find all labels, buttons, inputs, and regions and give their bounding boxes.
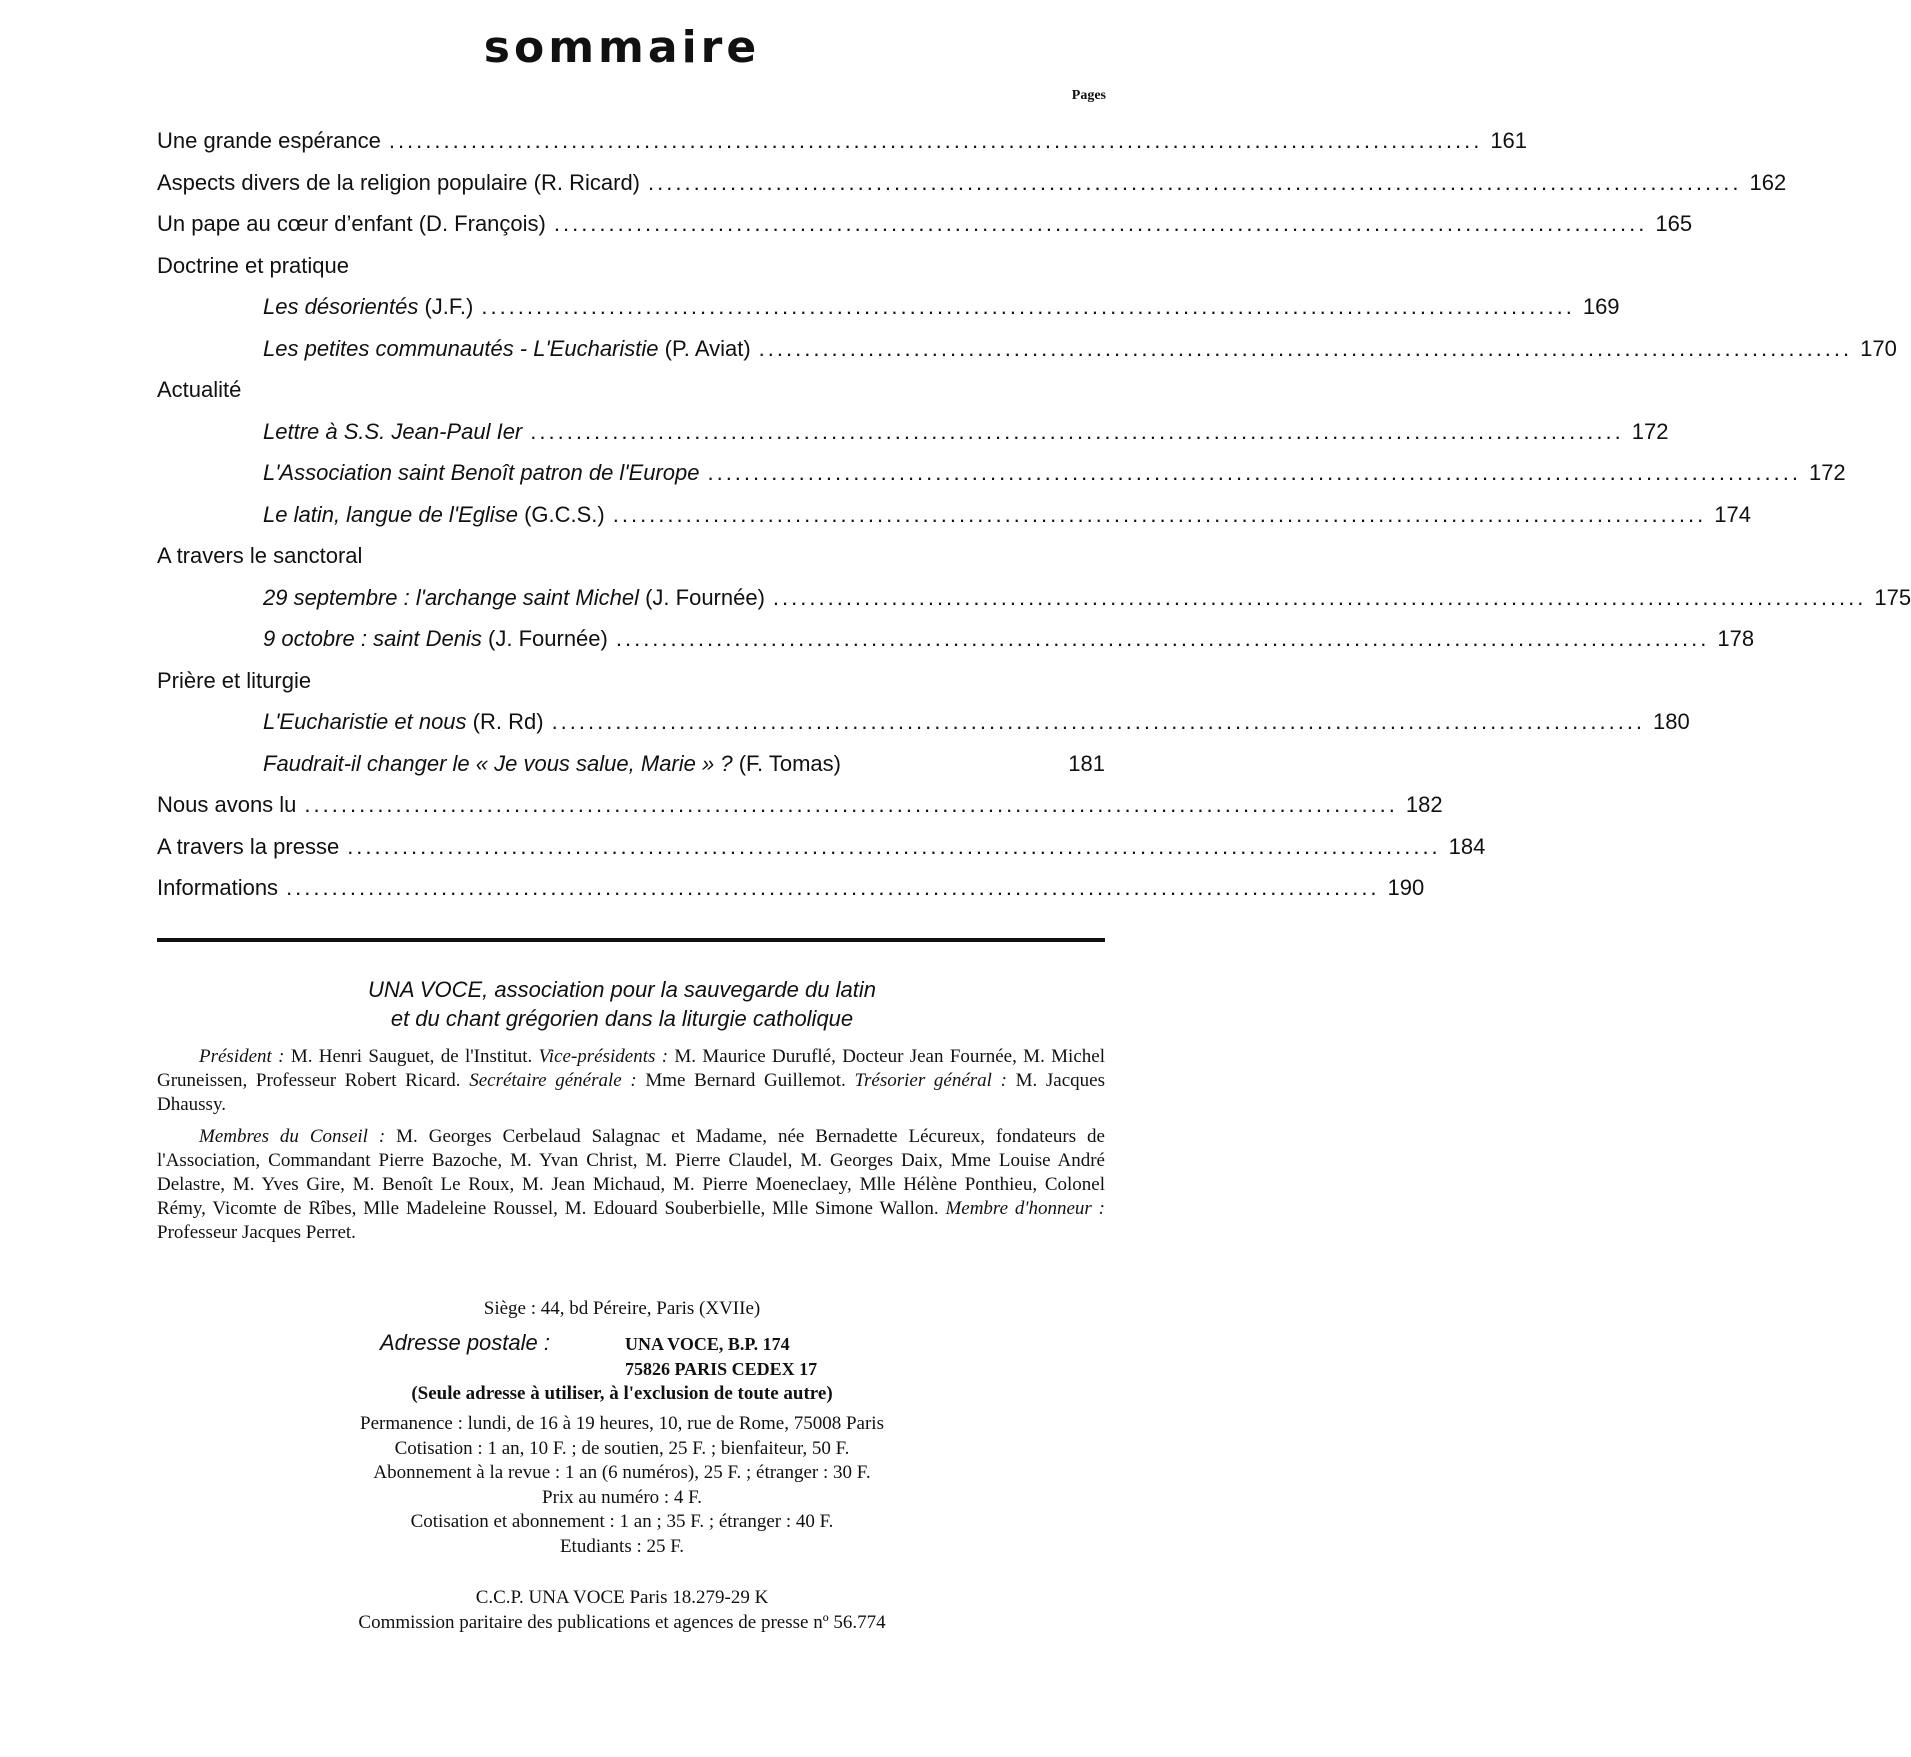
toc-entry [157,418,1669,461]
toc-entry-author: (J. Fournée) [488,626,608,651]
toc-page-number: 182 [1405,792,1443,817]
toc-entry-author: (G.C.S.) [524,501,605,527]
toc-entry [157,335,1897,378]
fees-block [0,1412,1244,1559]
toc-entry [157,709,1690,751]
leader-dots: ........................................................................................................................ [615,626,1710,651]
toc-page-number: 170 [1860,335,1897,361]
secretary-label: Secrétaire générale : [469,1070,637,1091]
toc-entry [157,751,1105,793]
leader-dots: ........................................................................................................................ [388,128,1483,153]
association-line-1: UNA VOCE, association pour la sauvegarde du latin [368,977,876,1002]
council-members: M. Georges Cerbelaud Salagnac et Madame, née Bernadette Lécureux, fondateurs de l'Association, Commandant Pierre Bazoche, M. Yvan Christ, M. Pierre Claudel, M. Georges Daix, Mme Louise André Delastre, M. Yves Gire, M. Benoît Le Roux, M. Jean Michaud, M. Pierre Moeneclaey, Mlle Hélène Ponthieu, Colonel Rémy, Vicomte de Rîbes, Mlle Madeleine Roussel, M. Edouard Souberbielle, Mlle Simone Wallon. [157,1126,1105,1219]
leader-dots: ........................................................................................................................ [772,584,1867,610]
toc-entry-author: (F. Tomas) [738,750,841,776]
ccp-account: C.C.P. UNA VOCE Paris 18.279-29 K [475,1587,769,1608]
toc-entry-label: Informations [157,875,279,900]
fee-line: Cotisation : 1 an, 10 F. ; de soutien, 25 F. ; bienfaiteur, 50 F. [394,1437,850,1459]
toc-entry-author: (R. Rd) [472,709,544,734]
honorary-member-name: Professeur Jacques Perret. [157,1222,356,1243]
toc-entry-title [157,170,640,196]
secretary-name: Mme Bernard Guillemot. [636,1070,855,1091]
toc-entry-author: (J.F.) [424,294,474,319]
divider [157,938,1105,942]
toc-entry [157,294,1620,336]
officers-paragraph [157,1045,1105,1117]
toc-entry-italic-title: Faudrait-il changer le « Je vous salue, Marie » ? [263,750,733,776]
toc-page-number: 169 [1582,294,1620,319]
leader-dots: ........................................................................................................................ [286,875,1380,900]
association-line-2: et du chant grégorien dans la liturgie catholique [390,1006,854,1031]
ccp-block [0,1585,1244,1635]
fee-line: Prix au numéro : 4 F. [542,1486,702,1508]
page-title: sommaire [483,22,761,73]
toc-entry-title [263,585,765,611]
president-label: Président : [199,1046,285,1067]
council-paragraph [157,1125,1105,1245]
toc-page-number: 172 [1808,460,1846,485]
fee-line: Permanence : lundi, de 16 à 19 heures, 10, rue de Rome, 75008 Paris [360,1413,884,1434]
toc-entry [157,169,1787,212]
toc-entry [157,792,1443,834]
leader-dots: ........................................................................................................................ [648,169,1742,195]
toc-entry-italic-title: 9 octobre : saint Denis [263,626,482,651]
toc-page-number: 181 [1068,750,1105,776]
toc-page-number: 184 [1448,833,1486,859]
toc-page-number: 178 [1717,626,1755,651]
fee-line: Abonnement à la revue : 1 an (6 numéros), 25 F. ; étranger : 30 F. [373,1462,871,1483]
toc-entry-author: (D. François) [418,211,546,236]
toc-entry-italic-title: Le latin, langue de l'Eglise [263,501,518,527]
toc-entry-title [157,211,546,237]
toc-entry [157,460,1846,502]
toc-entry-title [263,709,544,735]
toc-entry-author: (P. Aviat) [664,335,751,361]
toc-entry-label: Nous avons lu [157,792,297,817]
toc-entry-italic-title: L'Association saint Benoît patron de l'Europe [263,460,700,485]
toc-entry-title [157,128,381,154]
leader-dots: ........................................................................................................................ [347,833,1441,859]
honorary-member-label: Membre d'honneur : [945,1198,1105,1219]
treasurer-label: Trésorier général : [854,1070,1007,1091]
toc-entry-title [157,834,339,860]
toc-section-heading [157,253,1105,295]
toc-entry-title [263,294,473,320]
leader-dots: ........................................................................................................................ [707,460,1801,485]
leader-dots: ........................................................................................................................ [553,211,1648,236]
toc-entry-italic-title: L'Eucharistie et nous [263,709,467,734]
toc-entry-author: (R. Ricard) [533,169,641,195]
commission-number: Commission paritaire des publications et agences de presse nº 56.774 [358,1612,886,1633]
leader-dots: ........................................................................................................................ [551,709,1646,734]
postal-note: (Seule adresse à utiliser, à l'exclusion de toute autre) [411,1383,833,1404]
toc-entry-label: Un pape au cœur d’enfant [157,211,413,236]
postal-label: Adresse postale : [380,1330,550,1355]
association-heading [0,975,1244,1033]
treasurer-name: M. Jacques Dhaussy. [157,1070,1105,1115]
toc-entry [157,833,1486,876]
council-label: Membres du Conseil : [199,1126,386,1147]
toc-entry-title [263,751,841,777]
toc-entry-italic-title: Les petites communautés - L'Eucharistie [263,335,659,361]
postal-line-1: UNA VOCE, B.P. 174 [625,1334,790,1354]
toc-entry-italic-title: Les désorientés [263,294,419,319]
president-name: M. Henri Sauguet, de l'Institut. [284,1046,539,1067]
leader-dots: ........................................................................................................................ [530,418,1624,444]
leader-dots: ........................................................................................................................ [481,294,1575,319]
toc-entry-title [157,875,278,901]
vice-presidents-names: M. Maurice Duruflé, Docteur Jean Fournée, M. Michel Gruneissen, Professeur Robert Ricard. [157,1046,1105,1091]
toc-page-number: 180 [1653,709,1690,734]
toc-page-number: 172 [1631,418,1669,444]
fee-line: Etudiants : 25 F. [559,1535,685,1557]
toc-entry [157,875,1425,917]
toc-page-number: 190 [1387,875,1425,900]
toc-entry-title [263,419,522,445]
pages-column-header: Pages [1071,88,1106,103]
toc-section-heading [157,668,1105,710]
toc-page-number: 174 [1714,501,1751,527]
toc-entry [157,501,1751,544]
toc-entry-title [157,792,296,818]
table-of-contents [157,128,1911,917]
toc-entry-title [263,626,608,652]
toc-entry-label: Une grande espérance [157,128,381,153]
toc-entry-title [263,502,605,528]
toc-entry-author: (J. Fournée) [645,584,765,610]
toc-entry-italic-title: 29 septembre : l'archange saint Michel [263,584,639,610]
fee-line: Cotisation et abonnement : 1 an ; 35 F. ; étranger : 40 F. [410,1511,834,1532]
toc-page-number: 175 [1874,584,1911,610]
toc-entry-title: Actualité [157,377,242,402]
leader-dots: ........................................................................................................................ [304,792,1398,817]
toc-section-heading [157,377,1105,419]
toc-entry-title: Prière et liturgie [157,667,312,693]
toc-entry-title: A travers le sanctoral [157,543,363,568]
toc-page-number: 165 [1655,211,1693,236]
toc-entry-italic-title: Lettre à S.S. Jean-Paul Ier [263,418,523,444]
toc-entry [157,128,1528,170]
toc-entry-title: Doctrine et pratique [157,252,349,278]
toc-page-number: 162 [1749,169,1787,195]
toc-section-heading [157,543,1105,585]
leader-dots: ........................................................................................................................ [612,501,1707,527]
toc-entry-label: Aspects divers de la religion populaire [157,169,528,195]
toc-entry [157,211,1693,253]
toc-entry-title [263,336,751,362]
leader-dots: ........................................................................................................................ [758,335,1853,361]
headquarters: Siège : 44, bd Péreire, Paris (XVIIe) [483,1298,761,1319]
toc-entry-title [263,460,699,486]
postal-line-2: 75826 PARIS CEDEX 17 [625,1359,818,1379]
toc-entry [157,584,1911,627]
toc-entry [157,626,1755,668]
toc-entry-label: A travers la presse [157,833,340,859]
vice-presidents-label: Vice-présidents : [538,1046,669,1067]
toc-page-number: 161 [1490,128,1528,153]
